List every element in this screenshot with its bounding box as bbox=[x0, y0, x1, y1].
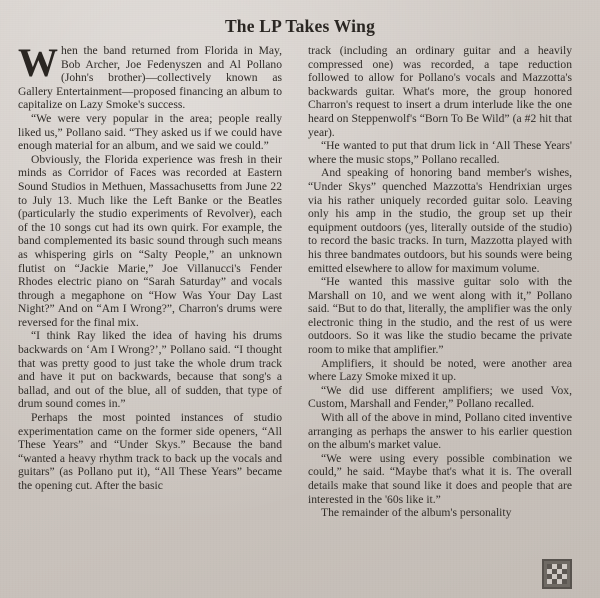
right-column bbox=[308, 44, 572, 589]
left-column bbox=[18, 40, 282, 589]
paragraph: The remainder of the album's personality bbox=[321, 506, 512, 520]
diamond-emblem-inner bbox=[547, 564, 567, 584]
paragraph: And speaking of honoring band member's wishes, “Under Skys” quenched Mazzotta's Hendrixian urges via his rather uniquely recorded guitar solo. Leaving only his amp in the studio, the group set up their equipment outdoors (yes, literally outside of the studio) to record the basic tracks. In turn, Mazzotta played with his three bandmates outdoors, but his sounds were being emitted elsewhere to allow for maximum volume. bbox=[308, 166, 572, 275]
paragraph: With all of the above in mind, Pollano cited inventive arranging as perhaps the answer to his earlier question on the album's market value. bbox=[308, 411, 572, 452]
paragraph bbox=[18, 40, 282, 112]
paragraph: track (including an ordinary guitar and a heavily compressed one) was recorded, a tape reduction followed to allow for Pollano's vocals and Mazzotta's backwards guitar. What's more, the group honored Charron's request to insert a drum interlude like the one heard on Steppenwolf's “Born To Be Wild” (a #2 hit that year). bbox=[308, 44, 572, 139]
page-title: The LP Takes Wing bbox=[224, 16, 376, 36]
paragraph: “He wanted to put that drum lick in ‘All These Years' where the music stops,” Pollano recalled. bbox=[308, 139, 572, 166]
paragraph: “We did use different amplifiers; we used Vox, Custom, Marshall and Fender,” Pollano recalled. bbox=[308, 383, 572, 411]
paragraph: Obviously, the Florida experience was fresh in their minds as Corridor of Faces was recorded at Eastern Sound Studios in Methuen, Massachusetts from June 22 to July 13. Much like the Left Banke or the Beatles (particularly the studio experiments of Revolver), each of the 10 songs cut had its own quirk. For example, the band complemented its basic sound through such means as whispering girls on “Salty People,” an unknown flutist on “Jackie Marie,” Joe Villanucci's Fender Rhodes electric piano on “Sarah Saturday” and vocals through a megaphone on “How Was Your Day Last Night?” And on “Am I Wrong?”, Charron's drums were reversed for the final mix. bbox=[18, 152, 282, 329]
paragraph: Perhaps the most pointed instances of studio experimentation came on the former side openers, “All These Years” and “Under Skys.” Because the band “wanted a heavy rhythm track to back up the vocals and guitars” (as Pollano put it), “All These Years” became the opening cut. After the basic bbox=[18, 411, 282, 492]
paragraph: Amplifiers, it should be noted, were another area where Lazy Smoke mixed it up. bbox=[308, 356, 572, 384]
paragraph: “I think Ray liked the idea of having his drums backwards on ‘Am I Wrong?’,” Pollano said. “I thought that was pretty good to just take the whole drum track and have it put on backwards, because that song's a ballad, and out of the blue, all of sudden, that type of drum sound comes in.” bbox=[18, 329, 282, 411]
paragraph: “We were using every possible combination we could,” he said. “Maybe that's what it is. The overall details make that sound like it does and people that are interested in the '60s like it.” bbox=[308, 451, 572, 506]
paragraph: “We were very popular in the area; people really liked us,” Pollano said. “They asked us if we could have enough material for an album, and we said we could.” bbox=[18, 111, 282, 153]
paragraph: “He wanted this massive guitar solo with the Marshall on 10, and we went along with it,” Pollano said. “But to do that, literally, the amplifier was the only electronic thing in the studio, and the rest of us were outdoors. So it was like the studio became the private room to mike that amplifier.” bbox=[308, 275, 572, 357]
paragraph-text: hen the band returned from Florida in May, Bob Archer, Joe Fedenyszen and Al Pollano (John's brother)—collectively known as Gallery Entertainment—proposed financing an album to capitalize on Lazy Smoke's success. bbox=[18, 44, 282, 112]
drop-cap: W bbox=[18, 40, 58, 85]
diamond-emblem-icon bbox=[542, 559, 572, 589]
article-columns bbox=[18, 40, 582, 589]
